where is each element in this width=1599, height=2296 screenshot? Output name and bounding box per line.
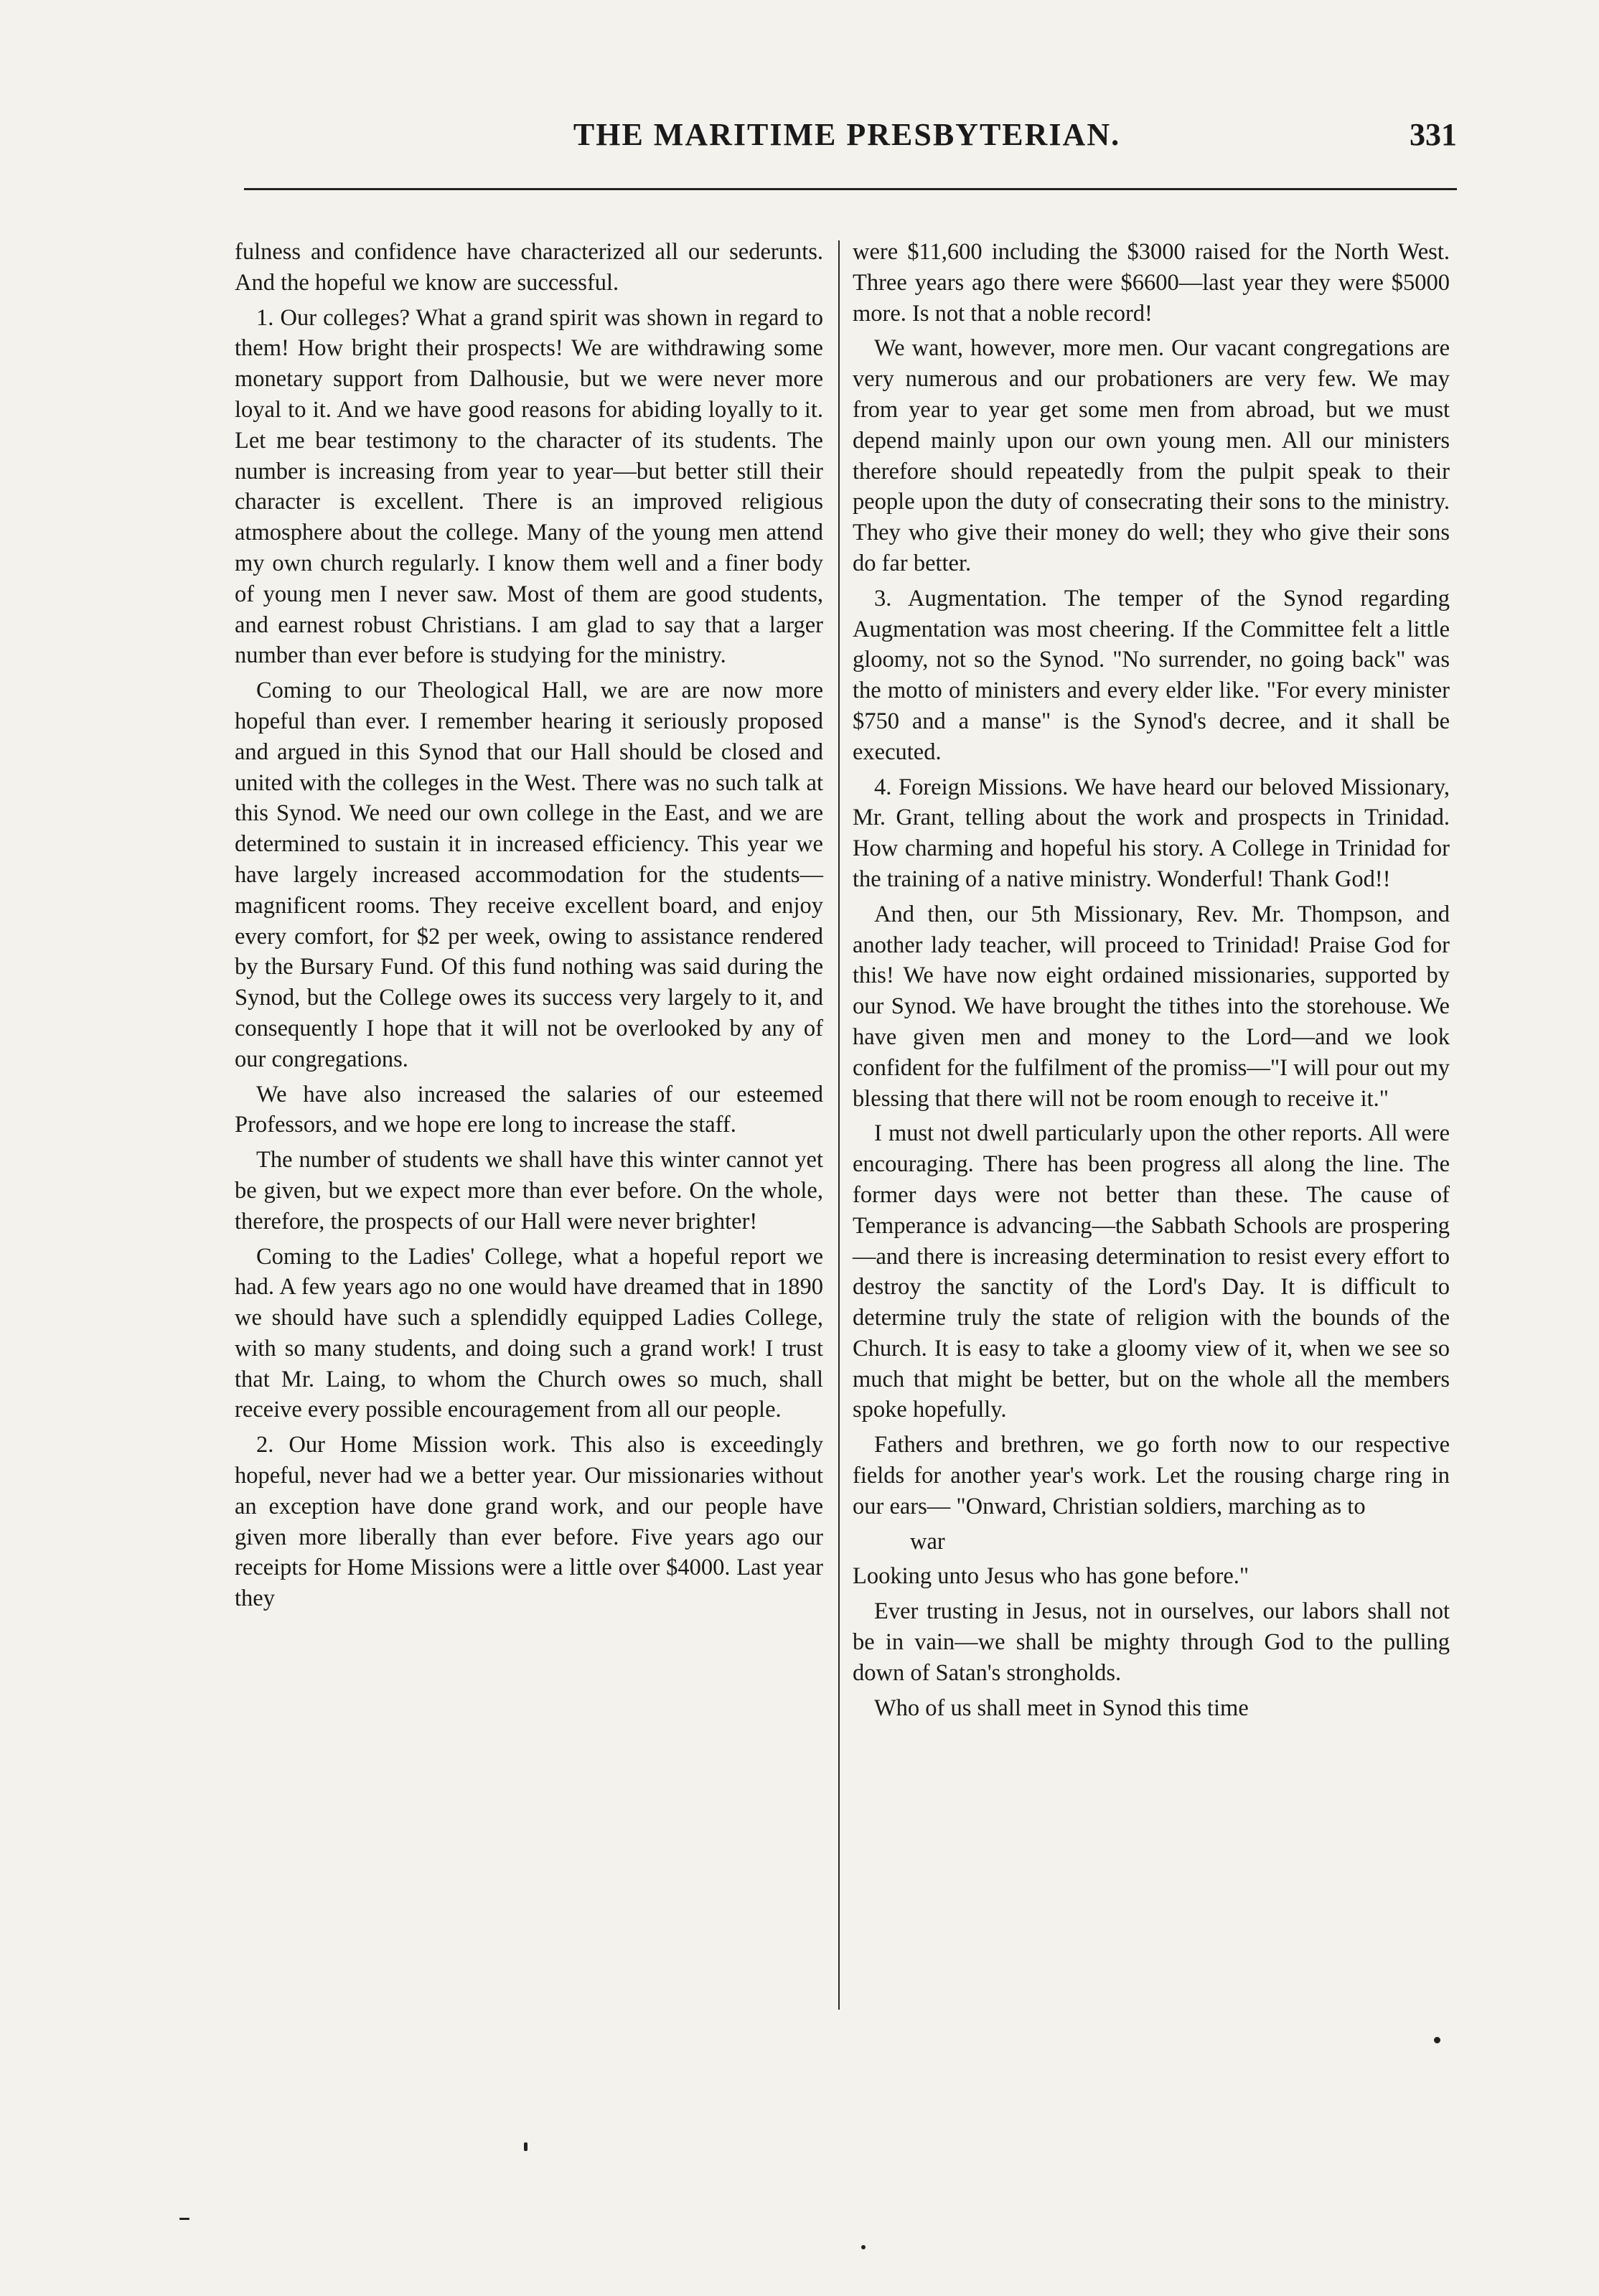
paragraph: I must not dwell particularly upon the other reports. All were encouraging. There has been progress all along the line. The former days were not better than these. The cause of Temperance is advancing—the Sabbath Schools are prospering—and there is increasing determination to resist every effort to destroy the sanctity of the Lord's Day. It is difficult to determine truly the state of religion with the bounds of the Church. It is easy to take a gloomy view of it, when we see so much that might be better, but on the whole all the members spoke hopefully. — [853, 1120, 1450, 1423]
paragraph: Coming to our Theological Hall, we are are now more hopeful than ever. I remember hearing it seriously proposed and argued in this Synod that our Hall should be closed and united with the colleges in the West. There was no such talk at this Synod. We need our own college in the East, and we are determined to sustain it in increased efficiency. This year we have largely increased accommodation for the students—magnificent rooms. They receive excellent board, and enjoy every comfort, for $2 per week, owing to assistance rendered by the Bursary Fund. Of this fund nothing was said during the Synod, but the College owes its success very largely to it, and consequently I hope that it will not be overlooked by any of our congregations. — [235, 678, 823, 1072]
paragraph: Ever trusting in Jesus, not in ourselves, our labors shall not be in vain—we shall be mighty through God to the pulling down of Satan's strongholds. — [853, 1598, 1450, 1686]
print-speck — [179, 2218, 189, 2220]
paragraph: 4. Foreign Missions. We have heard our beloved Missionary, Mr. Grant, telling about the work and prospects in Trinidad. How charming and hopeful his story. A College in Trinidad for the training of a native ministry. Wonderful! Thank God!! — [853, 774, 1450, 892]
right-column — [853, 237, 1450, 1728]
print-speck — [861, 2245, 866, 2249]
paragraph: were $11,600 including the $3000 raised for the North West. Three years ago there were $6600—last year they were $5000 more. Is not that a noble record! — [853, 239, 1450, 327]
paragraph: 3. Augmentation. The temper of the Synod regarding Augmentation was most cheering. If the Committee felt a little gloomy, not so the Synod. "No surrender, no going back" was the motto of ministers and every elder like. "For every minister $750 and a manse" is the Synod's decree, and it shall be executed. — [853, 585, 1450, 765]
paragraph: Coming to the Ladies' College, what a hopeful report we had. A few years ago no one would have dreamed that in 1890 we should have such a splendidly equipped Ladies College, with so many students, and doing such a grand work! I trust that Mr. Laing, to whom the Church owes so much, shall receive every possible encouragement from all our people. — [235, 1243, 823, 1423]
paragraph: We have also increased the salaries of our esteemed Professors, and we hope ere long to increase the staff. — [235, 1081, 823, 1138]
page-number: 331 — [1410, 117, 1457, 152]
paragraph: Fathers and brethren, we go forth now to our respective fields for another year's work. Let the rousing charge ring in our ears— "Onward, Christian soldiers, marching as to — [853, 1432, 1450, 1519]
verse-line: Looking unto Jesus who has gone before." — [853, 1563, 1249, 1590]
paragraph: The number of students we shall have this winter cannot yet be given, but we expect more than ever before. On the whole, therefore, the prospects of our Hall were never brighter! — [235, 1147, 823, 1234]
journal-title: THE MARITIME PRESBYTERIAN. — [573, 117, 1121, 152]
paragraph: Who of us shall meet in Synod this time — [874, 1695, 1249, 1721]
verse-line: war — [910, 1528, 945, 1555]
paragraph: 2. Our Home Mission work. This also is exceedingly hopeful, never had we a better year. Our missionaries without an exception have done grand work, and our people have given more liberally than ever before. Five years ago our receipts for Home Missions were a little over $4000. Last year they — [235, 1432, 823, 1612]
paragraph: And then, our 5th Missionary, Rev. Mr. Thompson, and another lady teacher, will proceed to Trinidad! Praise God for this! We have now eight ordained missionaries, supported by our Synod. We have brought the tithes into the storehouse. We have given men and money to the Lord—and we look confident for the fulfilment of the promiss—"I will pour out my blessing that there will not be room enough to receive it." — [853, 901, 1450, 1112]
paragraph: We want, however, more men. Our vacant congregations are very numerous and our probationers are very few. We may from year to year get some men from abroad, but we must depend mainly upon our own young men. All our ministers therefore should repeatedly from the pulpit speak to their people upon the duty of consecrating their sons to the ministry. They who give their money do well; they who give their sons do far better. — [853, 335, 1450, 576]
print-speck — [1434, 2037, 1440, 2043]
left-column — [235, 237, 823, 1618]
paragraph: fulness and confidence have characterized all our sederunts. And the hopeful we know are successful. — [235, 239, 823, 296]
print-speck — [524, 2142, 527, 2151]
paragraph: 1. Our colleges? What a grand spirit was shown in regard to them! How bright their prospects! We are withdrawing some monetary support from Dalhousie, but we were never more loyal to it. And we have good reasons for abiding loyally to it. Let me bear testimony to the character of its students. The number is increasing from year to year—but better still their character is excellent. There is an improved religious atmosphere about the college. Many of the young men attend my own church regularly. I know them well and a finer body of young men I never saw. Most of them are good students, and earnest robust Christians. I am glad to say that a larger number than ever before is studying for the ministry. — [235, 304, 823, 669]
running-header — [237, 108, 1457, 172]
header-rule — [244, 188, 1457, 190]
column-divider — [838, 240, 840, 2010]
